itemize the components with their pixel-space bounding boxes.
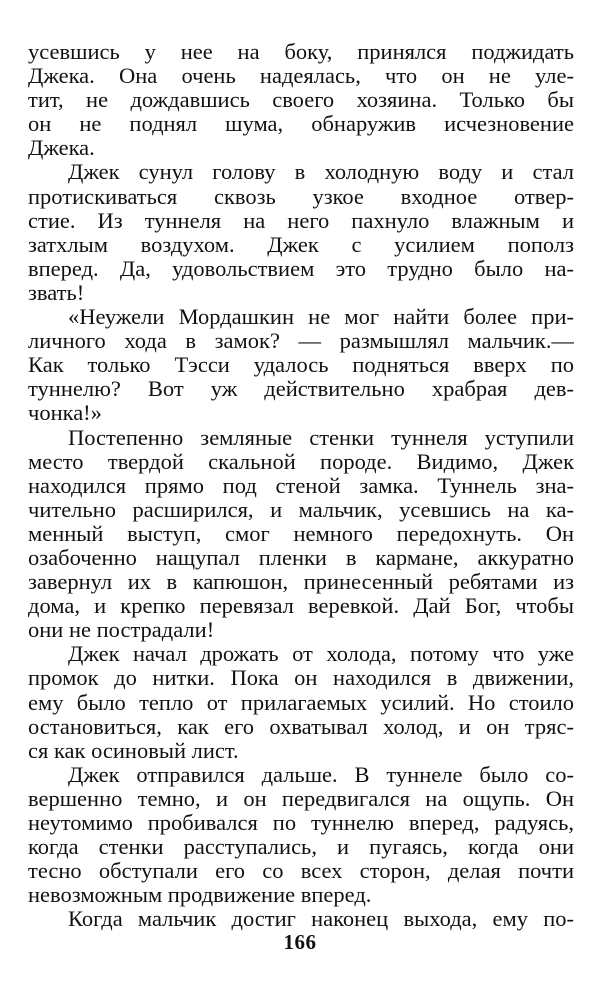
text-line: они не пострадали! bbox=[28, 618, 215, 643]
text-line: чонка!» bbox=[28, 401, 102, 426]
text-line: «Неужели Мордашкин не мог найти более при- bbox=[68, 305, 574, 330]
paragraph-7 bbox=[28, 907, 574, 931]
paragraph-4 bbox=[28, 426, 574, 643]
text-line: он не поднял шума, обнаружив исчезновение bbox=[28, 112, 574, 137]
text-line: затхлым воздухом. Джек с усилием пополз bbox=[28, 232, 574, 257]
text-line: ему было тепло от прилагаемых усилий. Но стоило bbox=[28, 690, 574, 715]
page-number: 166 bbox=[283, 930, 317, 954]
paragraph-5 bbox=[28, 642, 574, 762]
text-line: менный выступ, смог немного передохнуть. Он bbox=[28, 521, 574, 546]
text-line: промок до нитки. Пока он находился в движении, bbox=[28, 666, 574, 691]
book-page-text bbox=[28, 40, 574, 931]
text-line: тесно обступали его со всех сторон, делая почти bbox=[28, 859, 574, 884]
text-line: вперед. Да, удовольствием это трудно было на- bbox=[28, 256, 574, 281]
text-line: тит, не дождавшись своего хозяина. Только бы bbox=[28, 88, 574, 113]
paragraph-3 bbox=[28, 305, 574, 425]
text-line: звать! bbox=[28, 280, 85, 305]
text-line: ся как осиновый лист. bbox=[28, 738, 239, 763]
text-line: Джек начал дрожать от холода, потому что уже bbox=[68, 642, 574, 667]
text-line: Джека. bbox=[28, 136, 95, 161]
text-line: стие. Из туннеля на него пахнуло влажным и bbox=[28, 208, 574, 233]
text-line: Джек сунул голову в холодную воду и стал bbox=[68, 160, 574, 185]
text-line: остановиться, как его охватывал холод, и он тряс- bbox=[28, 714, 574, 739]
text-line: туннелю? Вот уж действительно храбрая дев- bbox=[28, 377, 574, 402]
text-line: Как только Тэсси удалось подняться вверх по bbox=[28, 353, 574, 378]
text-line: протискиваться сквозь узкое входное отвер- bbox=[28, 184, 574, 209]
text-line: находился прямо под стеной замка. Туннель зна- bbox=[28, 473, 574, 498]
text-line: завернул их в капюшон, принесенный ребятами из bbox=[28, 570, 574, 595]
text-line: усевшись у нее на боку, принялся поджидать bbox=[28, 40, 574, 64]
text-line: когда стенки расступались, и пугаясь, когда они bbox=[28, 835, 574, 860]
text-line: вершенно темно, и он передвигался на ощупь. Он bbox=[28, 786, 574, 811]
text-line: дома, и крепко перевязал веревкой. Дай Бог, чтобы bbox=[28, 594, 574, 619]
text-line: Джек отправился дальше. В туннеле было со- bbox=[68, 762, 574, 787]
text-line: неутомимо пробивался по туннелю вперед, радуясь, bbox=[28, 811, 574, 835]
text-line: озабоченно нащупал пленки в кармане, аккуратно bbox=[28, 545, 574, 570]
text-line: место твердой скальной породе. Видимо, Джек bbox=[28, 449, 574, 474]
text-line: личного хода в замок? — размышлял мальчик.— bbox=[28, 329, 574, 354]
paragraph-6 bbox=[28, 763, 574, 908]
text-line: Когда мальчик достиг наконец выхода, ему по- bbox=[68, 907, 574, 932]
text-line: Постепенно земляные стенки туннеля уступили bbox=[68, 425, 574, 450]
text-line: невозможным продвижение вперед. bbox=[28, 883, 372, 908]
paragraph-2 bbox=[28, 160, 574, 305]
text-line: Джека. Она очень надеялась, что он не уле- bbox=[28, 64, 574, 89]
text-line: чительно расширился, и мальчик, усевшись на ка- bbox=[28, 497, 574, 522]
paragraph-1 bbox=[28, 40, 574, 160]
